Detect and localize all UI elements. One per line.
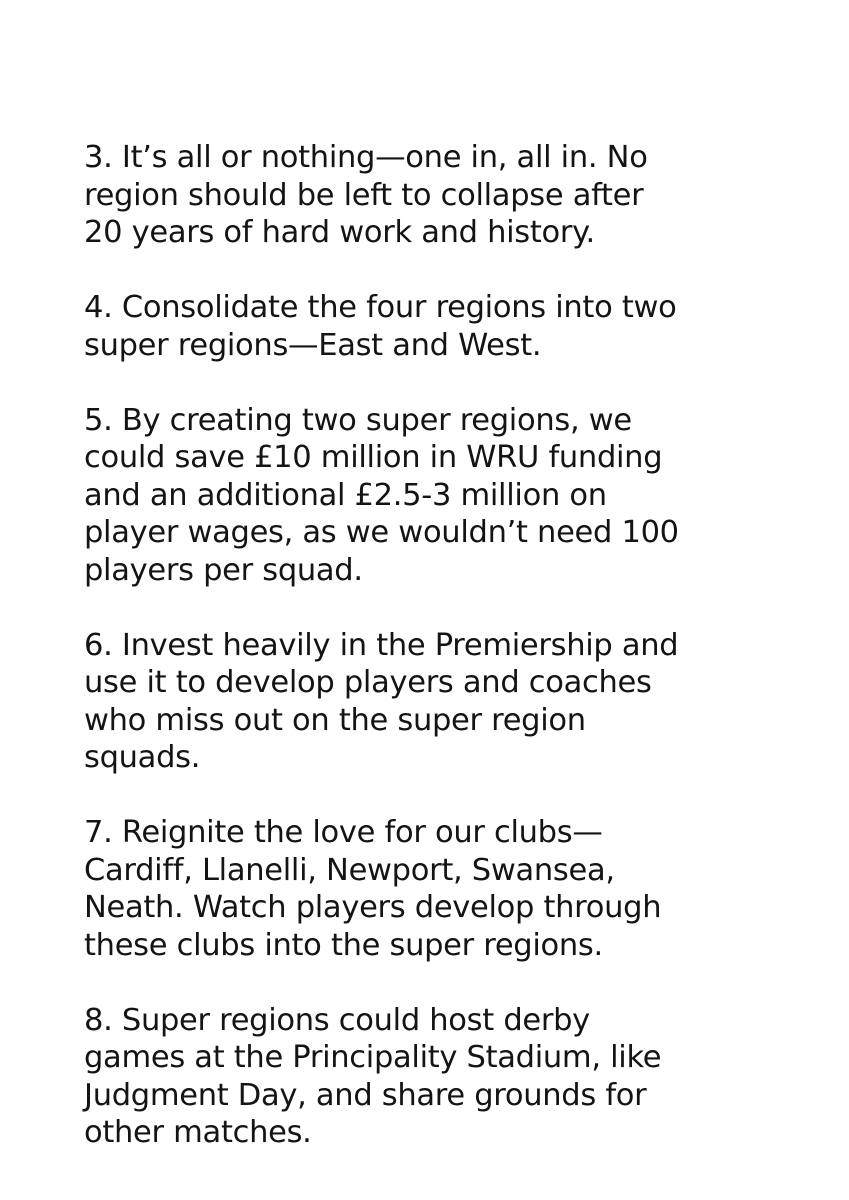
point-line: games at the Principality Stadium, like (84, 1040, 662, 1075)
point-line: 20 years of hard work and history. (84, 215, 595, 250)
point-line: use it to develop players and coaches (84, 665, 652, 700)
point-line: 6. Invest heavily in the Premiership and (84, 627, 679, 663)
document-page (84, 139, 784, 1189)
point-line: could save £10 million in WRU funding (84, 440, 663, 475)
point-line: super regions—East and West. (84, 327, 542, 363)
point-line: players per squad. (84, 552, 363, 588)
point-5 (84, 402, 784, 590)
point-line: 7. Reignite the love for our clubs— (84, 815, 603, 850)
point-line: 8. Super regions could host derby (84, 1002, 590, 1038)
point-line: region should be left to collapse after (84, 177, 644, 213)
point-8 (84, 1002, 784, 1152)
point-line: 5. By creating two super regions, we (84, 402, 632, 438)
point-line: Neath. Watch players develop through (84, 890, 662, 925)
point-line: Judgment Day, and share grounds for (84, 1077, 647, 1113)
point-line: who miss out on the super region (84, 702, 586, 738)
point-6 (84, 627, 784, 777)
point-line: player wages, as we wouldn’t need 100 (84, 515, 679, 550)
point-line: 3. It’s all or nothing—one in, all in. No (84, 140, 648, 175)
point-4 (84, 289, 784, 364)
point-line: 4. Consolidate the four regions into two (84, 290, 677, 325)
point-line: other matches. (84, 1115, 312, 1150)
point-line: squads. (84, 740, 201, 775)
point-line: these clubs into the super regions. (84, 927, 603, 963)
point-line: and an additional £2.5-3 million on (84, 477, 607, 513)
point-line: Cardiff, Llanelli, Newport, Swansea, (84, 852, 615, 888)
point-7 (84, 814, 784, 964)
point-3 (84, 139, 784, 252)
